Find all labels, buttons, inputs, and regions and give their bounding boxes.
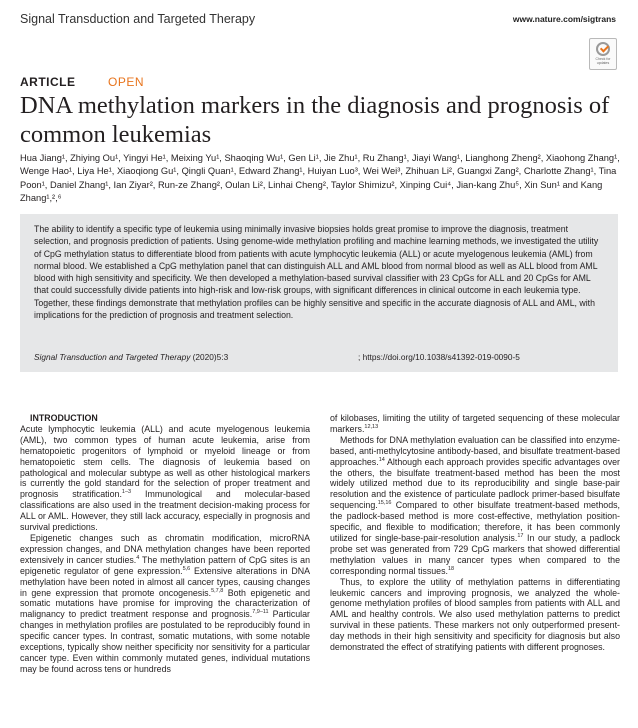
article-type-label: ARTICLE [20, 75, 76, 89]
paragraph: Epigenetic changes such as chromatin modification, microRNA expression changes, and DNA methylation changes have been reported extensively in cancer studies.$^4$ The methylation pattern of CpG sites is an epigenetic regulator of gene expression.$^{5,6}$ Extensive alterations in DNA methylation have been noted in almost all cancer types, causing changes in gene expression that promote oncogenesis.$^{5,7,8}$ Both epigenetic and somatic mutations have promise for improving the characterization of malignancy to predict treatment response and prognosis.$^{7,9-11}$ Particular changes in methylation profiles are postulated to be reproducibly found in specific cancer types. In contrast, somatic mutations, with some notable exceptions, typically show neither specificity nor sensitivity for a particular cancer type. Even within commonly mutated genes, individual mutations may be found across tens or hundreds [20, 532, 311, 674]
check-updates-icon [596, 42, 610, 56]
reference-link[interactable]: 4 [136, 554, 140, 561]
body-left-column [20, 413, 310, 675]
abstract-box [20, 214, 618, 372]
paragraph: Thus, to explore the utility of methylation patterns in differentiating leukemic cancers and improving prognosis, we analyzed the whole-genome methylation profiles of blood samples from patients with ALL and AML and healthy controls. We also used methylation patterns to predict survival in these patients. These markers not only outperformed present-day methods in their high sensitivity and specificity for diagnosis but also demonstrated the effect of stratifying patients with different prognoses. [330, 576, 620, 653]
reference-link[interactable]: 15,16 [377, 500, 392, 507]
reference-link[interactable]: 1–3 [121, 489, 132, 496]
reference-link[interactable]: 17 [517, 533, 524, 540]
doi-link[interactable]: ; https://doi.org/10.1038/s41392-019-0090-5 [358, 352, 520, 362]
author-list: Hua Jiang¹, Zhiying Ou¹, Yingyi He¹, Meixing Yu¹, Shaoqing Wu¹, Gen Li¹, Jie Zhu¹, Ru Zhang¹, Jiayi Wang¹, Lianghong Zheng², Xiaohong Zhang¹, Wenge Hao¹, Liya He¹, Xiaoqiong Gu¹, Qingli Quan¹, Edward Zhang¹, Huiyan Luo³, Wei Wei³, Zhihuan Li², Guangxi Zang², Charlotte Zhang¹, Tina Poon¹, Daniel Zhang¹, Ian Ziyar², Run-ze Zhang², Oulan Li², Linhai Cheng², Taylor Shimizu², Xinping Cui⁴, Jian-kang Zhu⁵, Xin Sun¹ and Kang Zhang¹,²,⁶ [20, 153, 620, 203]
paragraph: Acute lymphocytic leukemia (ALL) and acute myelogenous leukemia (AML), two common types of human acute leukemia, arise from hematopoietic progenitors of lymphoid or myeloid lineage or from hematopoietic stem cells. The diagnosis of leukemia based on pathological and molecular subtype as well as other histological markers is currently the gold standard for the selection of proper treatment and prognosis stratification.$^{1-3}$ Immunological and molecular-based classifications are also used in the treatment decision-making process for ALL or AML. However, they still lack accuracy, especially in prognosis and survival predictions. [20, 423, 310, 533]
reference-link[interactable]: 18 [447, 565, 455, 572]
reference-link[interactable]: 12,13 [364, 423, 379, 430]
reference-link[interactable]: 5,6 [182, 565, 191, 572]
article-title: DNA methylation markers in the diagnosis and prognosis of common leukemias [20, 92, 610, 148]
citation-volume: (2020)5:3 [192, 352, 229, 362]
citation [34, 352, 228, 362]
journal-name: Signal Transduction and Targeted Therapy [20, 12, 256, 26]
body-right-column [330, 413, 620, 653]
journal-url-link[interactable]: www.nature.com/sigtrans [512, 14, 616, 24]
check-for-updates-badge[interactable] [589, 38, 617, 70]
section-heading-introduction: INTRODUCTION [30, 413, 98, 423]
citation-journal: Signal Transduction and Targeted Therapy [34, 352, 191, 362]
paragraph: Methods for DNA methylation evaluation can be classified into enzyme-based, anti-methylcytosine antibody-based, and bisulfate treatment-based approaches.$^{14}$ Although each approach provides specific advantages over the others, the bisulfate treatment-based method has been the most widely utilized method due to its reproducibility and single base-pair resolution and the existence of particulate padlock primer-based bisulfate sequencing.$^{15,16}$ Compared to other bisulfate treatment-based methods, the padlock-based method is more cost-effective, methylation position-specific, and flexible to modification; therefore, it has been commonly utilized for single-base-pair-resolution analysis.$^{17}$ In our study, a padlock probe set was generated from 729 CpG markers that showed differential methylation values in many cancer types when compared to the corresponding normal tissues.$^{18}$ [330, 434, 620, 576]
open-access-label: OPEN [108, 75, 145, 89]
reference-link[interactable]: 5,7,8 [211, 587, 224, 594]
paragraph: of kilobases, limiting the utility of targeted sequencing of these molecular markers.$^{12,13}$ [330, 413, 620, 434]
reference-link[interactable]: 7,9–11 [252, 609, 269, 616]
check-updates-label: Check for updates [595, 57, 611, 65]
abstract-text: The ability to identify a specific type of leukemia using minimally invasive biopsies holds great promise to improve the diagnosis, treatment selection, and prognosis prediction of patients. Using genome-wide methylation profiling and machine learning methods, we investigated the utility of CpG methylation status to differentiate blood from patients with acute lymphocytic leukemia (ALL) or acute myelogenous leukemia (AML) from normal blood. We established a CpG methylation panel that can distinguish ALL and AML blood from normal blood as well as ALL blood from AML blood with high sensitivity and specificity. We then developed a methylation-based survival classifier with 23 CpGs for ALL and 20 CpGs for AML that could successfully divide patients into high-risk and low-risk groups, with significant differences in clinical outcome in each leukemia type. Together, these findings demonstrate that methylation profiles can be highly sensitive and specific in the accurate diagnosis of ALL and AML, with implications for the prediction of prognosis and treatment selection. [34, 224, 599, 321]
reference-link[interactable]: 14 [378, 456, 385, 463]
